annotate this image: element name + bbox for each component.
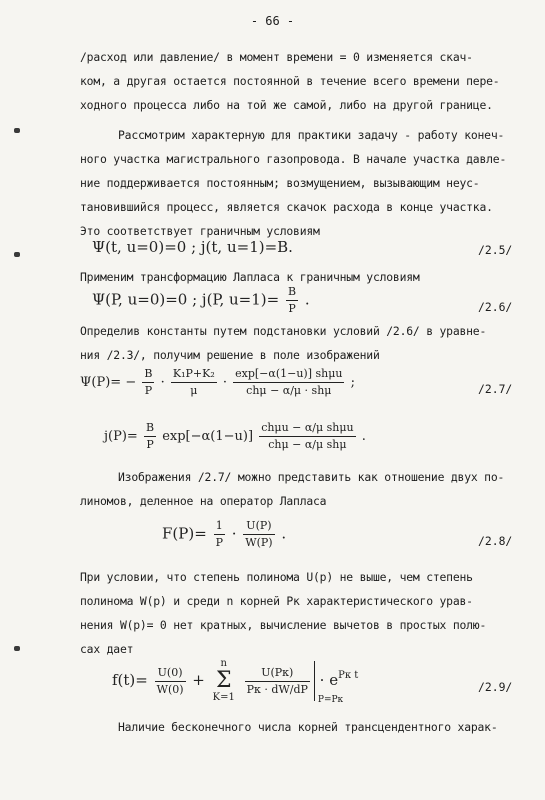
text-line: Рассмотрим характерную для практики задачу - работу конеч- [118,128,505,142]
equation-number: /2.9/ [478,680,513,694]
text-line: Определив константы путем подстановки условий /2.6/ в уравне- [80,324,487,338]
summation: n Σ K=1 [212,658,235,703]
fraction: $\frac{\text{K₁P+K₂}}{\mu}$ [172,367,215,397]
evaluation-bar: P=Pк [314,661,315,701]
equation-number: /2.6/ [478,300,513,314]
page-number: - 66 - [250,14,295,28]
text-line: линомов, деленное на оператор Лапласа [80,494,327,508]
fraction: $\frac{U(0)}{W(0)}$ [156,665,184,696]
fraction: $\frac{B}{P}$ [145,421,155,451]
text-line: полинома W(p) и среди n корней Pк характеристического урав- [80,594,473,608]
equation-2-5: Ψ(t, u=0)=0 ; j(t, u=1)=B. [92,238,293,256]
equation-number: /2.5/ [478,243,513,257]
margin-mark [14,128,20,133]
equation-2-7a: Ψ(P)= − $\frac{B}{P}$ · $\frac{\text{K₁P+K₂}}{\mu}$ · $\frac{\text{exp[−α(1−u)] shμu}}{\text{chμ − α/μ · shμ}}$ ; [80,367,355,397]
fraction: $\frac{\text{exp[−α(1−u)] shμu}}{\text{chμ − α/μ · shμ}}$ [235,367,343,397]
fraction: $\frac{B}{P}$ [144,367,153,397]
text-line: Это соответствует граничным условиям [80,224,320,238]
fraction: $\frac{B}{P}$ [288,285,297,315]
text-line: ние поддерживается постоянным; возмущением, вызывающим неус- [80,176,480,190]
text-line: /расход или давление/ в момент времени = 0 изменяется скач- [80,50,473,64]
fraction: $\frac{1}{P}$ [215,519,223,549]
text-line: При условии, что степень полинома U(p) не выше, чем степень [80,570,473,584]
text-line: сах дает [80,642,134,656]
margin-mark [14,252,20,257]
fraction: $\frac{U(P)}{W(P)}$ [245,519,273,549]
text-line: нения W(p)= 0 нет кратных, вычисление вычетов в простых полю- [80,618,487,632]
text-line: Изображения /2.7/ можно представить как отношение двух по- [118,470,505,484]
equation-2-7b: j(P)= $\frac{B}{P}$ exp[−α(1−u)] $\frac{\text{chμu − α/μ shμu}}{\text{chμ − α/μ shμ}}$ . [104,421,366,451]
equation-2-9: f(t)= $\frac{U(0)}{W(0)}$ + n Σ K=1 $\frac{U(Pк)}{Pк \cdot dW/dP}$ P=Pк · $e^{Pк t}$ [112,658,359,705]
text-line: ния /2.3/, получим решение в поле изображений [80,348,380,362]
fraction: $\frac{\text{chμu − α/μ shμu}}{\text{chμ − α/μ shμ}}$ [261,421,354,451]
equation-2-6: Ψ(P, u=0)=0 ; j(P, u=1)= $\frac{B}{P}$ . [92,285,310,315]
eq26-left: Ψ(P, u=0)=0 ; j(P, u=1)= [92,290,280,309]
equation-number: /2.7/ [478,382,513,396]
text-line: Применим трансформацию Лапласа к граничным условиям [80,270,420,284]
text-line: ходного процесса либо на той же самой, либо на другой границе. [80,98,493,112]
equation-number: /2.8/ [478,534,513,548]
fraction: $\frac{U(Pк)}{Pк \cdot dW/dP}$ [246,665,308,696]
text-line: ного участка магистрального газопровода. В начале участка давле- [80,152,507,166]
equation-2-8: F(P)= $\frac{1}{P}$ · $\frac{U(P)}{W(P)}$ . [162,519,287,549]
margin-mark [14,646,20,651]
text-line: тановившийся процесс, является скачок расхода в конце участка. [80,200,493,214]
text-line: ком, а другая остается постоянной в течение всего времени пере- [80,74,500,88]
text-line: Наличие бесконечного числа корней трансцендентного харак- [118,720,498,734]
